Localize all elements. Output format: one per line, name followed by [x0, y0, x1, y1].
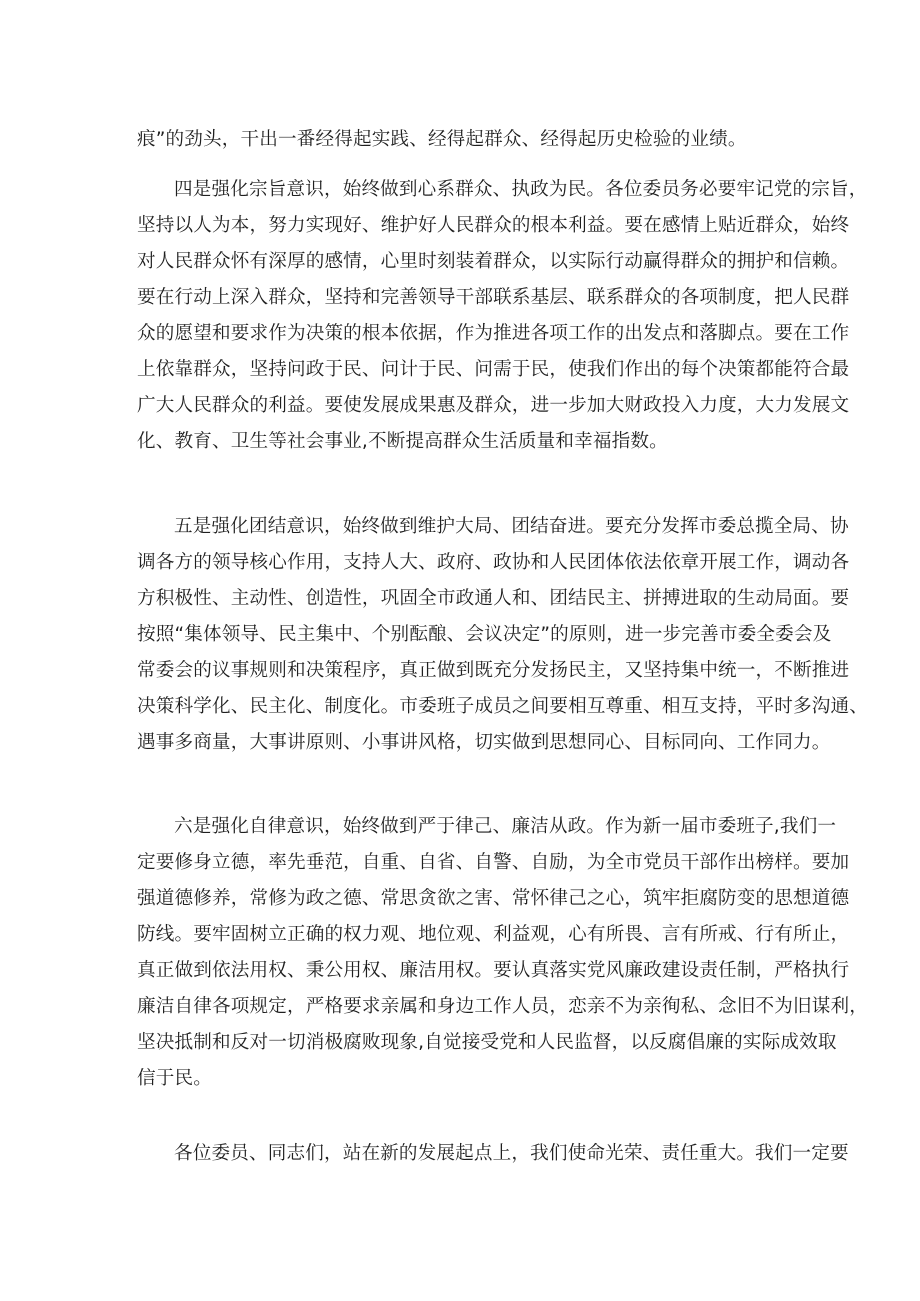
- text-line: 上依靠群众，坚持问政于民、问计于民、问需于民，使我们作出的每个决策都能符合最: [137, 359, 850, 380]
- text-line: 六是强化自律意识，始终做到严于律己、廉洁从政。作为新一届市委班子,我们一: [174, 816, 837, 837]
- text-line: 化、教育、卫生等社会事业,不断提高群众生活质量和幸福指数。: [137, 431, 668, 452]
- text-line: 廉洁自律各项规定，严格要求亲属和身边工作人员，恋亲不为亲徇私、念旧不为旧谋利，: [137, 996, 869, 1017]
- text-line: 防线。要牢固树立正确的权力观、地位观、利益观，心有所畏、言有所戒、行有所止，: [137, 924, 850, 945]
- text-line: 要在行动上深入群众，坚持和完善领导干部联系基层、联系群众的各项制度，把人民群: [137, 287, 850, 308]
- text-line: 按照“集体领导、民主集中、个别酝酿、会议决定”的原则，进一步完善市委全委会及: [137, 624, 832, 645]
- text-line: 遇事多商量，大事讲原则、小事讲风格，切实做到思想同心、目标同向、工作同力。: [137, 732, 831, 753]
- text-line: 各位委员、同志们，站在新的发展起点上，我们使命光荣、责任重大。我们一定要: [174, 1143, 849, 1164]
- text-line: 决策科学化、民主化、制度化。市委班子成员之间要相互尊重、相互支持，平时多沟通、: [137, 696, 869, 717]
- text-line: 坚持以人为本，努力实现好、维护好人民群众的根本利益。要在感情上贴近群众，始终: [137, 215, 850, 236]
- text-line: 众的愿望和要求作为决策的根本依据，作为推进各项工作的出发点和落脚点。要在工作: [137, 323, 850, 344]
- text-line: 五是强化团结意识，始终做到维护大局、团结奋进。要充分发挥市委总揽全局、协: [174, 516, 849, 537]
- text-line: 对人民群众怀有深厚的感情，心里时刻装着群众，以实际行动赢得群众的拥护和信赖。: [137, 251, 850, 272]
- text-line: 调各方的领导核心作用，支持人大、政府、政协和人民团体依法依章开展工作，调动各: [137, 552, 850, 573]
- text-line: 真正做到依法用权、秉公用权、廉洁用权。要认真落实党风廉政建设责任制，严格执行: [137, 960, 850, 981]
- text-line: 坚决抵制和反对一切消极腐败现象,自觉接受党和人民监督，以反腐倡廉的实际成效取: [137, 1032, 837, 1053]
- text-line: 四是强化宗旨意识，始终做到心系群众、执政为民。各位委员务必要牢记党的宗旨，: [174, 179, 868, 200]
- text-line: 广大人民群众的利益。要使发展成果惠及群众，进一步加大财政投入力度，大力发展文: [137, 395, 850, 416]
- text-line: 定要修身立德，率先垂范，自重、自省、自警、自励，为全市党员干部作出榜样。要加: [137, 852, 850, 873]
- text-line: 强道德修养，常修为政之德、常思贪欲之害、常怀律己之心，筑牢拒腐防变的思想道德: [137, 888, 850, 909]
- text-line: 痕”的劲头，干出一番经得起实践、经得起群众、经得起历史检验的业绩。: [137, 129, 747, 150]
- text-line: 方积极性、主动性、创造性，巩固全市政通人和、团结民主、拼搏进取的生动局面。要: [137, 588, 850, 609]
- text-line: 信于民。: [137, 1068, 212, 1089]
- text-line: 常委会的议事规则和决策程序，真正做到既充分发扬民主，又坚持集中统一，不断推进: [137, 660, 850, 681]
